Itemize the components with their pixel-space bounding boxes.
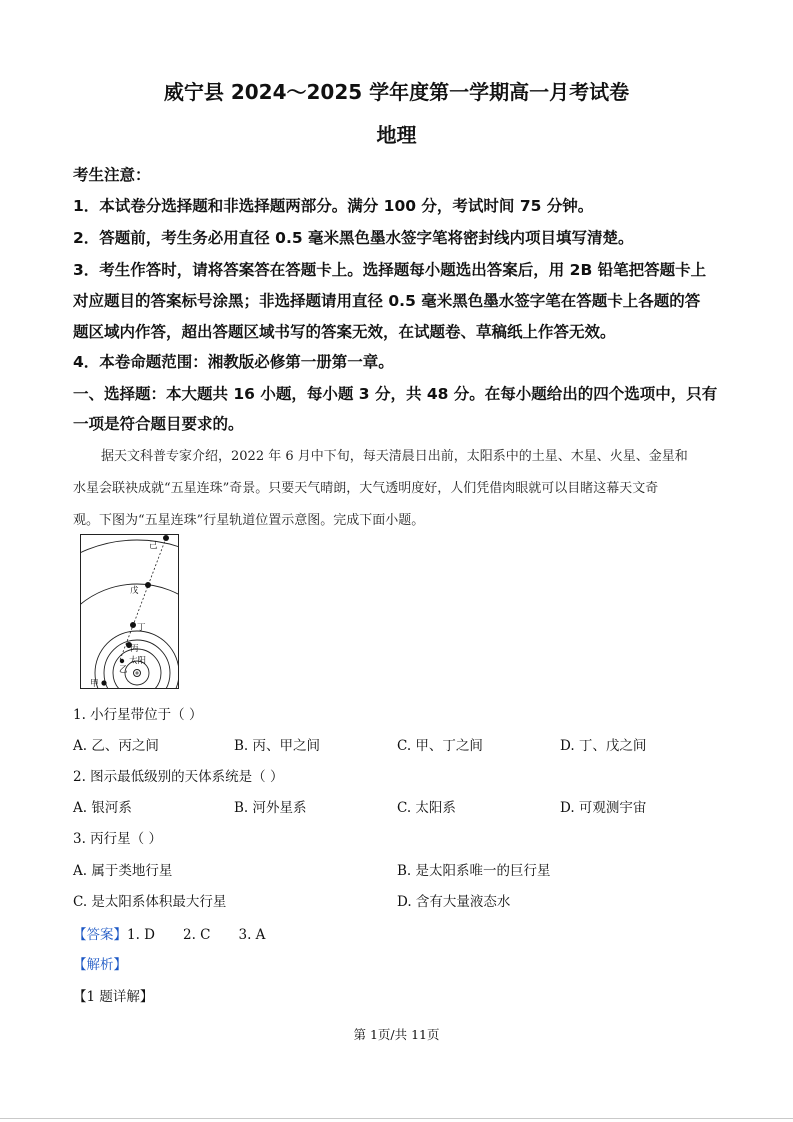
option-3a[interactable]: A. 属于类地行星 bbox=[73, 863, 173, 879]
page-number: 第 1页/共 11页 bbox=[353, 1027, 440, 1042]
label-bing: 丙 bbox=[130, 644, 139, 654]
label-ding: 丁 bbox=[137, 623, 146, 633]
planet-orbit-diagram bbox=[80, 534, 179, 689]
option-1c[interactable]: C. 甲、丁之间 bbox=[397, 738, 483, 754]
label-sun: 太阳 bbox=[129, 656, 147, 666]
answer-tag: 【答案】 bbox=[73, 927, 127, 943]
planet-ding bbox=[130, 622, 136, 628]
notice-item: 2．答题前，考生务必用直径 0.5 毫米黑色墨水签字笔将密封线内项目填写清楚。 bbox=[73, 229, 634, 247]
passage-line: 观。下图为“五星连珠”行星轨道位置示意图。完成下面小题。 bbox=[73, 513, 425, 528]
notice-item: 1．本试卷分选择题和非选择题两部分。满分 100 分，考试时间 75 分钟。 bbox=[73, 197, 594, 215]
detail-tag: 【1 题详解】 bbox=[73, 989, 154, 1005]
notice-heading: 考生注意： bbox=[73, 166, 151, 184]
answer-value-1: 1. D bbox=[127, 927, 155, 943]
answer-line bbox=[73, 923, 265, 943]
passage-line: 水星会联袂成就“五星连珠”奇景。只要天气晴朗，大气透明度好，人们凭借肉眼就可以目睹这幕天文奇 bbox=[73, 481, 659, 496]
answer-value-3: 3. A bbox=[238, 927, 266, 943]
option-1d[interactable]: D. 丁、戊之间 bbox=[560, 738, 647, 754]
option-2b[interactable]: B. 河外星系 bbox=[234, 800, 307, 816]
label-yi: 乙 bbox=[119, 665, 128, 675]
question-stem-2: 2. 图示最低级别的天体系统是（ ） bbox=[73, 769, 284, 785]
option-3c[interactable]: C. 是太阳系体积最大行星 bbox=[73, 894, 227, 910]
planet-ji bbox=[163, 535, 169, 541]
bottom-divider bbox=[0, 1118, 793, 1119]
section-heading-cont: 一项是符合题目要求的。 bbox=[73, 415, 244, 433]
option-2c[interactable]: C. 太阳系 bbox=[397, 800, 456, 816]
question-stem-3: 3. 丙行星（ ） bbox=[73, 831, 162, 847]
planet-wu bbox=[145, 582, 151, 588]
option-3b[interactable]: B. 是太阳系唯一的巨行星 bbox=[397, 863, 551, 879]
exam-title: 威宁县 2024～2025 学年度第一学期高一月考试卷 bbox=[163, 80, 630, 104]
option-3d[interactable]: D. 含有大量液态水 bbox=[397, 894, 511, 910]
notice-item: 对应题目的答案标号涂黑；非选择题请用直径 0.5 毫米黑色墨水签字笔在答题卡上各题的答 bbox=[73, 292, 701, 310]
question-stem-1: 1. 小行星带位于（ ） bbox=[73, 707, 203, 723]
label-ji: 己 bbox=[149, 541, 158, 551]
notice-item: 4．本卷命题范围：湘教版必修第一册第一章。 bbox=[73, 353, 394, 371]
option-2a[interactable]: A. 银河系 bbox=[73, 800, 132, 816]
planet-jia bbox=[101, 680, 106, 685]
notice-item: 3．考生作答时，请将答案答在答题卡上。选择题每小题选出答案后，用 2B 铅笔把答题卡上 bbox=[73, 261, 707, 279]
label-jia: 甲 bbox=[90, 679, 99, 689]
label-wu: 戊 bbox=[130, 586, 139, 596]
subject-title: 地理 bbox=[376, 123, 417, 147]
analysis-tag: 【解析】 bbox=[73, 957, 127, 973]
planet-yi bbox=[120, 659, 124, 663]
notice-item: 题区域内作答，超出答题区域书写的答案无效，在试题卷、草稿纸上作答无效。 bbox=[73, 323, 616, 341]
answer-value-2: 2. C bbox=[183, 927, 211, 943]
option-1b[interactable]: B. 丙、甲之间 bbox=[234, 738, 321, 754]
option-2d[interactable]: D. 可观测宇宙 bbox=[560, 800, 647, 816]
sun-core bbox=[135, 671, 138, 674]
passage-line: 据天文科普专家介绍，2022 年 6 月中下旬，每天清晨日出前，太阳系中的土星、木星、火星、金星和 bbox=[101, 449, 688, 464]
option-1a[interactable]: A. 乙、丙之间 bbox=[73, 738, 159, 754]
section-heading: 一、选择题：本大题共 16 小题，每小题 3 分，共 48 分。在每小题给出的四个选项中，只有 bbox=[73, 385, 718, 403]
